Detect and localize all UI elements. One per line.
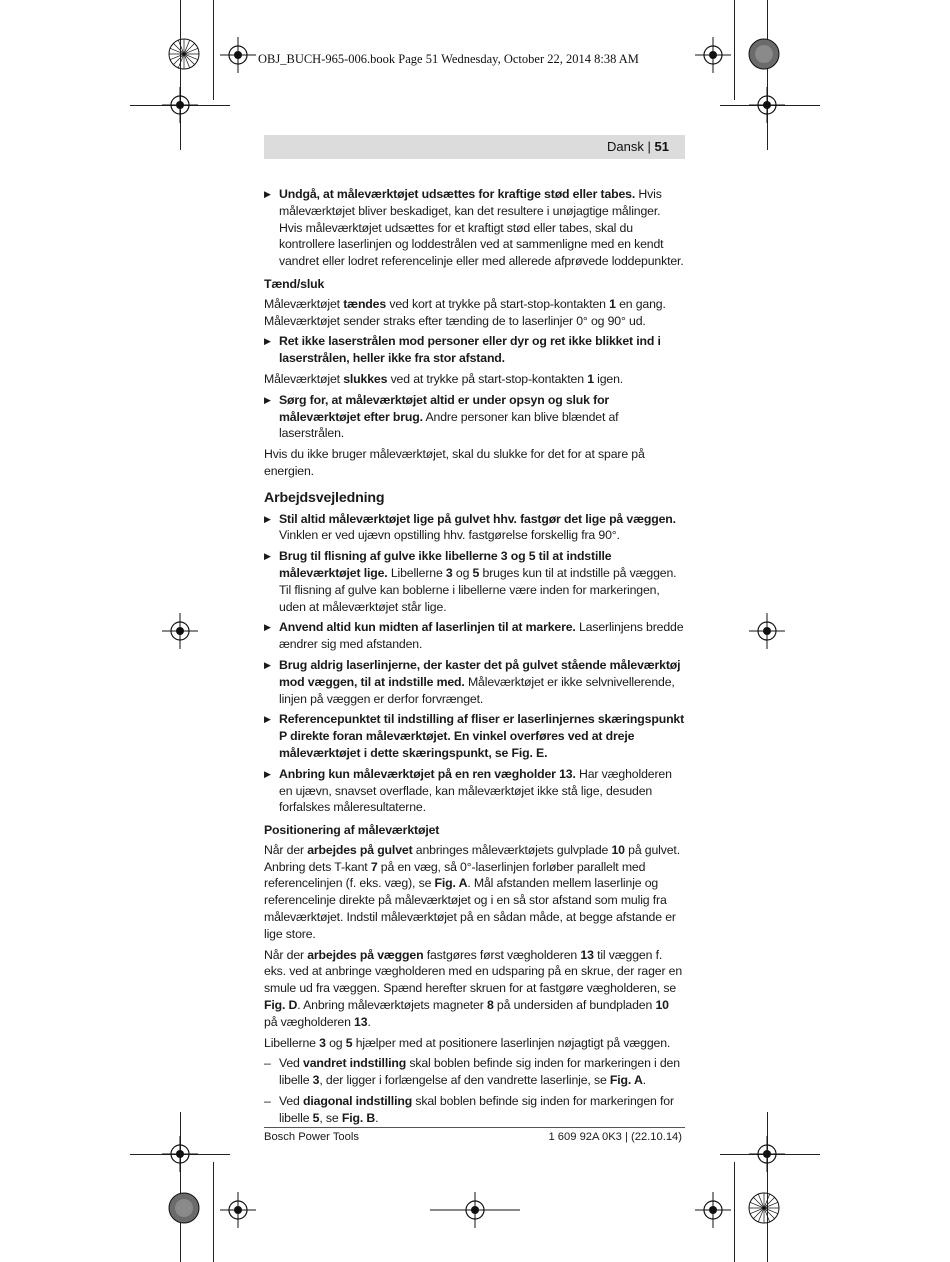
paragraph: Måleværktøjet slukkes ved at trykke på start-stop-kontakten 1 igen. xyxy=(264,371,624,386)
safety-bullet xyxy=(264,392,685,442)
bullet-bold-text: Undgå, at måleværktøjet udsættes for kraftige stød eller tabes. xyxy=(279,187,636,201)
paragraph: Måleværktøjet tændes ved kort at trykke på start-stop-kontakten 1 en gang. Måleværktøjet sender straks efter tænding de to laserlinjer 0° og 90° ud. xyxy=(264,296,666,328)
bullet-bold-text: Sørg for, at måleværktøjet altid er under opsyn og sluk for måleværktøjet efter brug. xyxy=(279,392,610,424)
bullet-text: Hvis måleværktøjet bliver beskadiget, kan det resultere i unøjagtige målinger. Hvis måleværktøjet udsættes for et kraftigt stød eller tabes, skal du kontrollere laserlinjen og loddestrålen ved at sammenligne med en kendt vandret eller lodret referencelinje eller med allerede afprøvede loddepunkter. xyxy=(279,187,684,269)
safety-bullet xyxy=(264,186,685,270)
sunburst-target-icon xyxy=(748,1192,780,1224)
gray-disc-target-icon xyxy=(748,38,780,70)
registration-target-icon xyxy=(220,37,256,73)
section-title: Arbejdsvejledning xyxy=(264,489,385,506)
safety-bullet: ▶ Brug aldrig laserlinjerne, der kaster det på gulvet stående måleværktøj mod væggen, til at indstille med. Måleværktøjet er ikke selvnivellerende, linjen på væggen er derfor forvrænget. xyxy=(264,657,685,707)
paragraph: Når der arbejdes på gulvet anbringes måleværktøjets gulvplade 10 på gulvet. Anbring dets T-kant 7 på en væg, så 0°-laserlinjen forløber parallelt med referencelinjen (f. eks. væg), se Fig. A. Mål afstanden mellem laserlinje og referencelinje direkte på måleværktøjet og i en så stor afstand som mulig fra måleværktøjet. Indstil måleværktøjet på en sådan måde, at begge afstande er lige store. xyxy=(264,842,680,941)
section-heading: Positionering af måleværktøjet xyxy=(264,823,440,838)
registration-target-icon xyxy=(162,87,198,123)
registration-target-icon xyxy=(749,87,785,123)
header-language: Dansk xyxy=(607,139,644,154)
registration-target-icon xyxy=(749,1136,785,1172)
paragraph: Når der arbejdes på væggen fastgøres først vægholderen 13 til væggen f. eks. ved at anbringe vægholderen med en udsparing på en skrue, der rager en smule ud fra væggen. Spænd herefter skruen for at fastgøre vægholderen, se Fig. D. Anbring måleværktøjets magneter 8 på undersiden af bundpladen 10 på vægholderen 13. xyxy=(264,947,683,1029)
registration-target-icon xyxy=(749,613,785,649)
gray-disc-target-icon xyxy=(168,1192,200,1224)
crop-mark xyxy=(180,0,181,150)
section-heading: Tænd/sluk xyxy=(264,276,325,291)
safety-bullet: ▶ Anvend altid kun midten af laserlinjen til at markere. Laserlinjens bredde ændrer sig med afstanden. xyxy=(264,619,685,653)
footer-divider xyxy=(264,1127,685,1128)
footer-brand: Bosch Power Tools xyxy=(264,1131,359,1143)
dash-list-item: – Ved vandret indstilling skal boblen befinde sig inden for markeringen i den libelle 3, der ligger i forlængelse af den vandrette laserlinje, se Fig. A. xyxy=(264,1055,685,1089)
bullet-bold-text: Ret ikke laserstrålen mod personer eller dyr og ret ikke blikket ind i laserstrålen, heller ikke fra stor afstand. xyxy=(279,334,661,366)
safety-bullet xyxy=(264,333,685,367)
footer-doc-number: 1 609 92A 0K3 | (22.10.14) xyxy=(548,1131,682,1143)
safety-bullet: ▶ Stil altid måleværktøjet lige på gulvet hhv. fastgør det lige på væggen. Vinklen er ved ujævn opstilling hhv. fastgørelse forskellig fra 90°. xyxy=(264,511,685,545)
page-content xyxy=(264,186,685,1131)
page-header-bar xyxy=(264,135,685,159)
crop-mark xyxy=(213,0,214,100)
safety-bullet: ▶ Referencepunktet til indstilling af fliser er laserlinjernes skæringspunkt P direkte foran måleværktøjet. En vinkel overføres ved at dreje måleværktøjet i dette skæringspunkt, se Fig. E. xyxy=(264,711,685,761)
dash-list-item: – Ved diagonal indstilling skal boblen befinde sig inden for markeringen for libelle 5, se Fig. B. xyxy=(264,1093,685,1127)
bullet-text: Andre personer kan blive blændet af laserstrålen. xyxy=(279,409,619,441)
crop-mark xyxy=(767,1112,768,1262)
paragraph: Libellerne 3 og 5 hjælper med at positionere laserlinjen nøjagtigt på væggen. xyxy=(264,1035,671,1050)
crop-mark xyxy=(734,1162,735,1262)
sunburst-target-icon xyxy=(168,38,200,70)
registration-target-icon xyxy=(162,613,198,649)
crop-mark xyxy=(213,1162,214,1262)
crop-mark xyxy=(180,1112,181,1262)
crop-mark xyxy=(734,0,735,100)
registration-target-icon xyxy=(430,1192,520,1228)
page-header xyxy=(607,139,669,154)
print-info-line: OBJ_BUCH-965-006.book Page 51 Wednesday, October 22, 2014 8:38 AM xyxy=(258,52,639,66)
header-separator: | xyxy=(647,139,651,154)
page-number: 51 xyxy=(654,139,669,154)
safety-bullet: ▶ Anbring kun måleværktøjet på en ren vægholder 13. Har vægholderen en ujævn, snavset overflade, kan måleværktøjet ikke stå lige, desuden forfalskes måleresultaterne. xyxy=(264,766,685,816)
registration-target-icon xyxy=(220,1192,256,1228)
registration-target-icon xyxy=(695,1192,731,1228)
crop-mark xyxy=(767,0,768,150)
paragraph: Hvis du ikke bruger måleværktøjet, skal du slukke for det for at spare på energien. xyxy=(264,447,645,478)
registration-target-icon xyxy=(162,1136,198,1172)
safety-bullet: ▶ Brug til flisning af gulve ikke libellerne 3 og 5 til at indstille måleværktøjet lige. Libellerne 3 og 5 bruges kun til at indstille på væggen. Til flisning af gulve kan boblerne i libellerne være inden for markeringen, uden at måleværktøjet står lige. xyxy=(264,548,685,615)
